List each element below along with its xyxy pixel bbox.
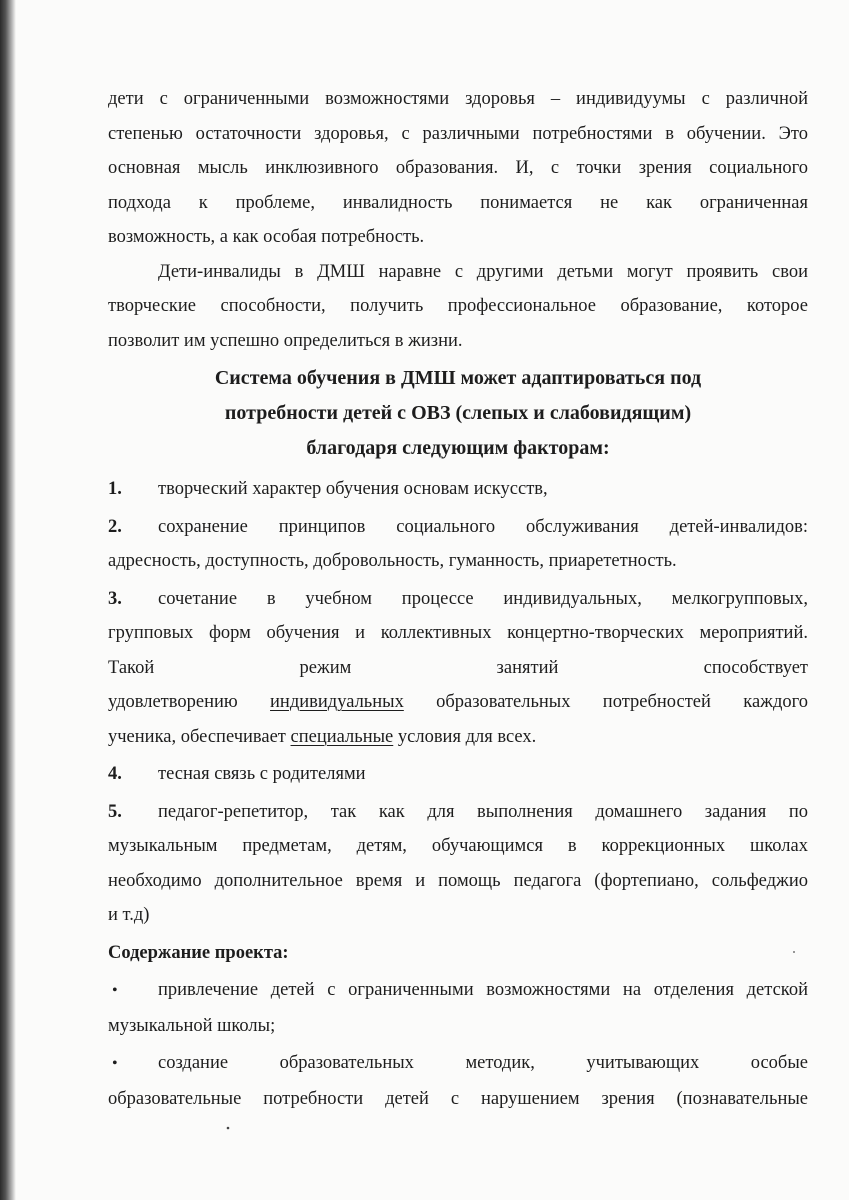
text-line: возможность, а как особая потребность.: [108, 227, 425, 247]
heading-line-1: Система обучения в ДМШ может адаптироваться под: [214, 367, 702, 389]
item-text-continued: образовательные потребности детей с нарушением зрения (познавательные: [108, 1088, 808, 1109]
item-text-continued: музыкальным предметам, детям, обучающимся в коррекционных школах: [108, 836, 808, 856]
item-text-continued: музыкальной школы;: [108, 1015, 276, 1036]
item-number: 3.: [108, 588, 122, 609]
item-number: 1.: [108, 479, 122, 499]
item-text: сочетание в учебном процессе индивидуальных, мелкогрупповых,: [158, 588, 808, 609]
item-text: творческий характер обучения основам искусств,: [158, 479, 548, 499]
item-text-continued: адресность, доступность, добровольность, гуманность, приарететность.: [108, 551, 677, 571]
text-line: основная мысль инклюзивного образования. И, с точки зрения социального: [108, 158, 808, 178]
item-text: сохранение принципов социального обслуживания детей-инвалидов:: [158, 516, 808, 537]
project-content-heading: Содержание проекта:: [108, 942, 289, 963]
heading-line-3: благодаря следующим факторам:: [306, 437, 610, 459]
bullet-icon: •: [112, 982, 118, 999]
speck: [793, 951, 795, 953]
item-text-continued: необходимо дополнительное время и помощь педагога (фортепиано, сольфеджио: [108, 870, 808, 891]
speck: [227, 1127, 230, 1130]
text-line: подхода к проблеме, инвалидность понимается не как ограниченная: [108, 192, 808, 213]
underlined-word: специальные: [290, 726, 394, 747]
text-line: позволит им успешно определиться в жизни.: [108, 330, 463, 351]
text-line: степенью остаточности здоровья, с различными потребностями в обучении. Это: [108, 123, 808, 144]
text-line: дети с ограниченными возможностями здоровья – индивидуумы с различной: [108, 89, 808, 109]
item-number: 4.: [108, 764, 122, 784]
item-text: создание образовательных методик, учитывающих особые: [158, 1053, 808, 1073]
item-number: 2.: [108, 516, 122, 537]
item-number: 5.: [108, 801, 122, 822]
text-line: творческие способности, получить профессиональное образование, которое: [108, 296, 808, 316]
item-text-continued: Такой режим занятий способствует: [108, 657, 808, 678]
heading-line-2: потребности детей с ОВЗ (слепых и слабовидящим): [224, 402, 692, 424]
item-text: тесная связь с родителями: [158, 764, 366, 784]
underlined-word: индивидуальных: [270, 692, 404, 712]
text-line: Дети-инвалиды в ДМШ наравне с другими детьми могут проявить свои: [158, 261, 808, 282]
item-text: педагог-репетитор, так как для выполнения домашнего задания по: [158, 801, 808, 822]
item-text-continued: удовлетворению индивидуальных образовательных потребностей каждого: [108, 692, 808, 712]
item-text: привлечение детей с ограниченными возможностями на отделения детской: [158, 980, 808, 1000]
item-text-continued: и т.д): [108, 905, 150, 925]
item-text-continued: ученика, обеспечивает специальные условия для всех.: [108, 726, 537, 747]
bullet-icon: •: [112, 1055, 118, 1072]
item-text-continued: групповых форм обучения и коллективных концертно-творческих мероприятий.: [108, 623, 808, 643]
